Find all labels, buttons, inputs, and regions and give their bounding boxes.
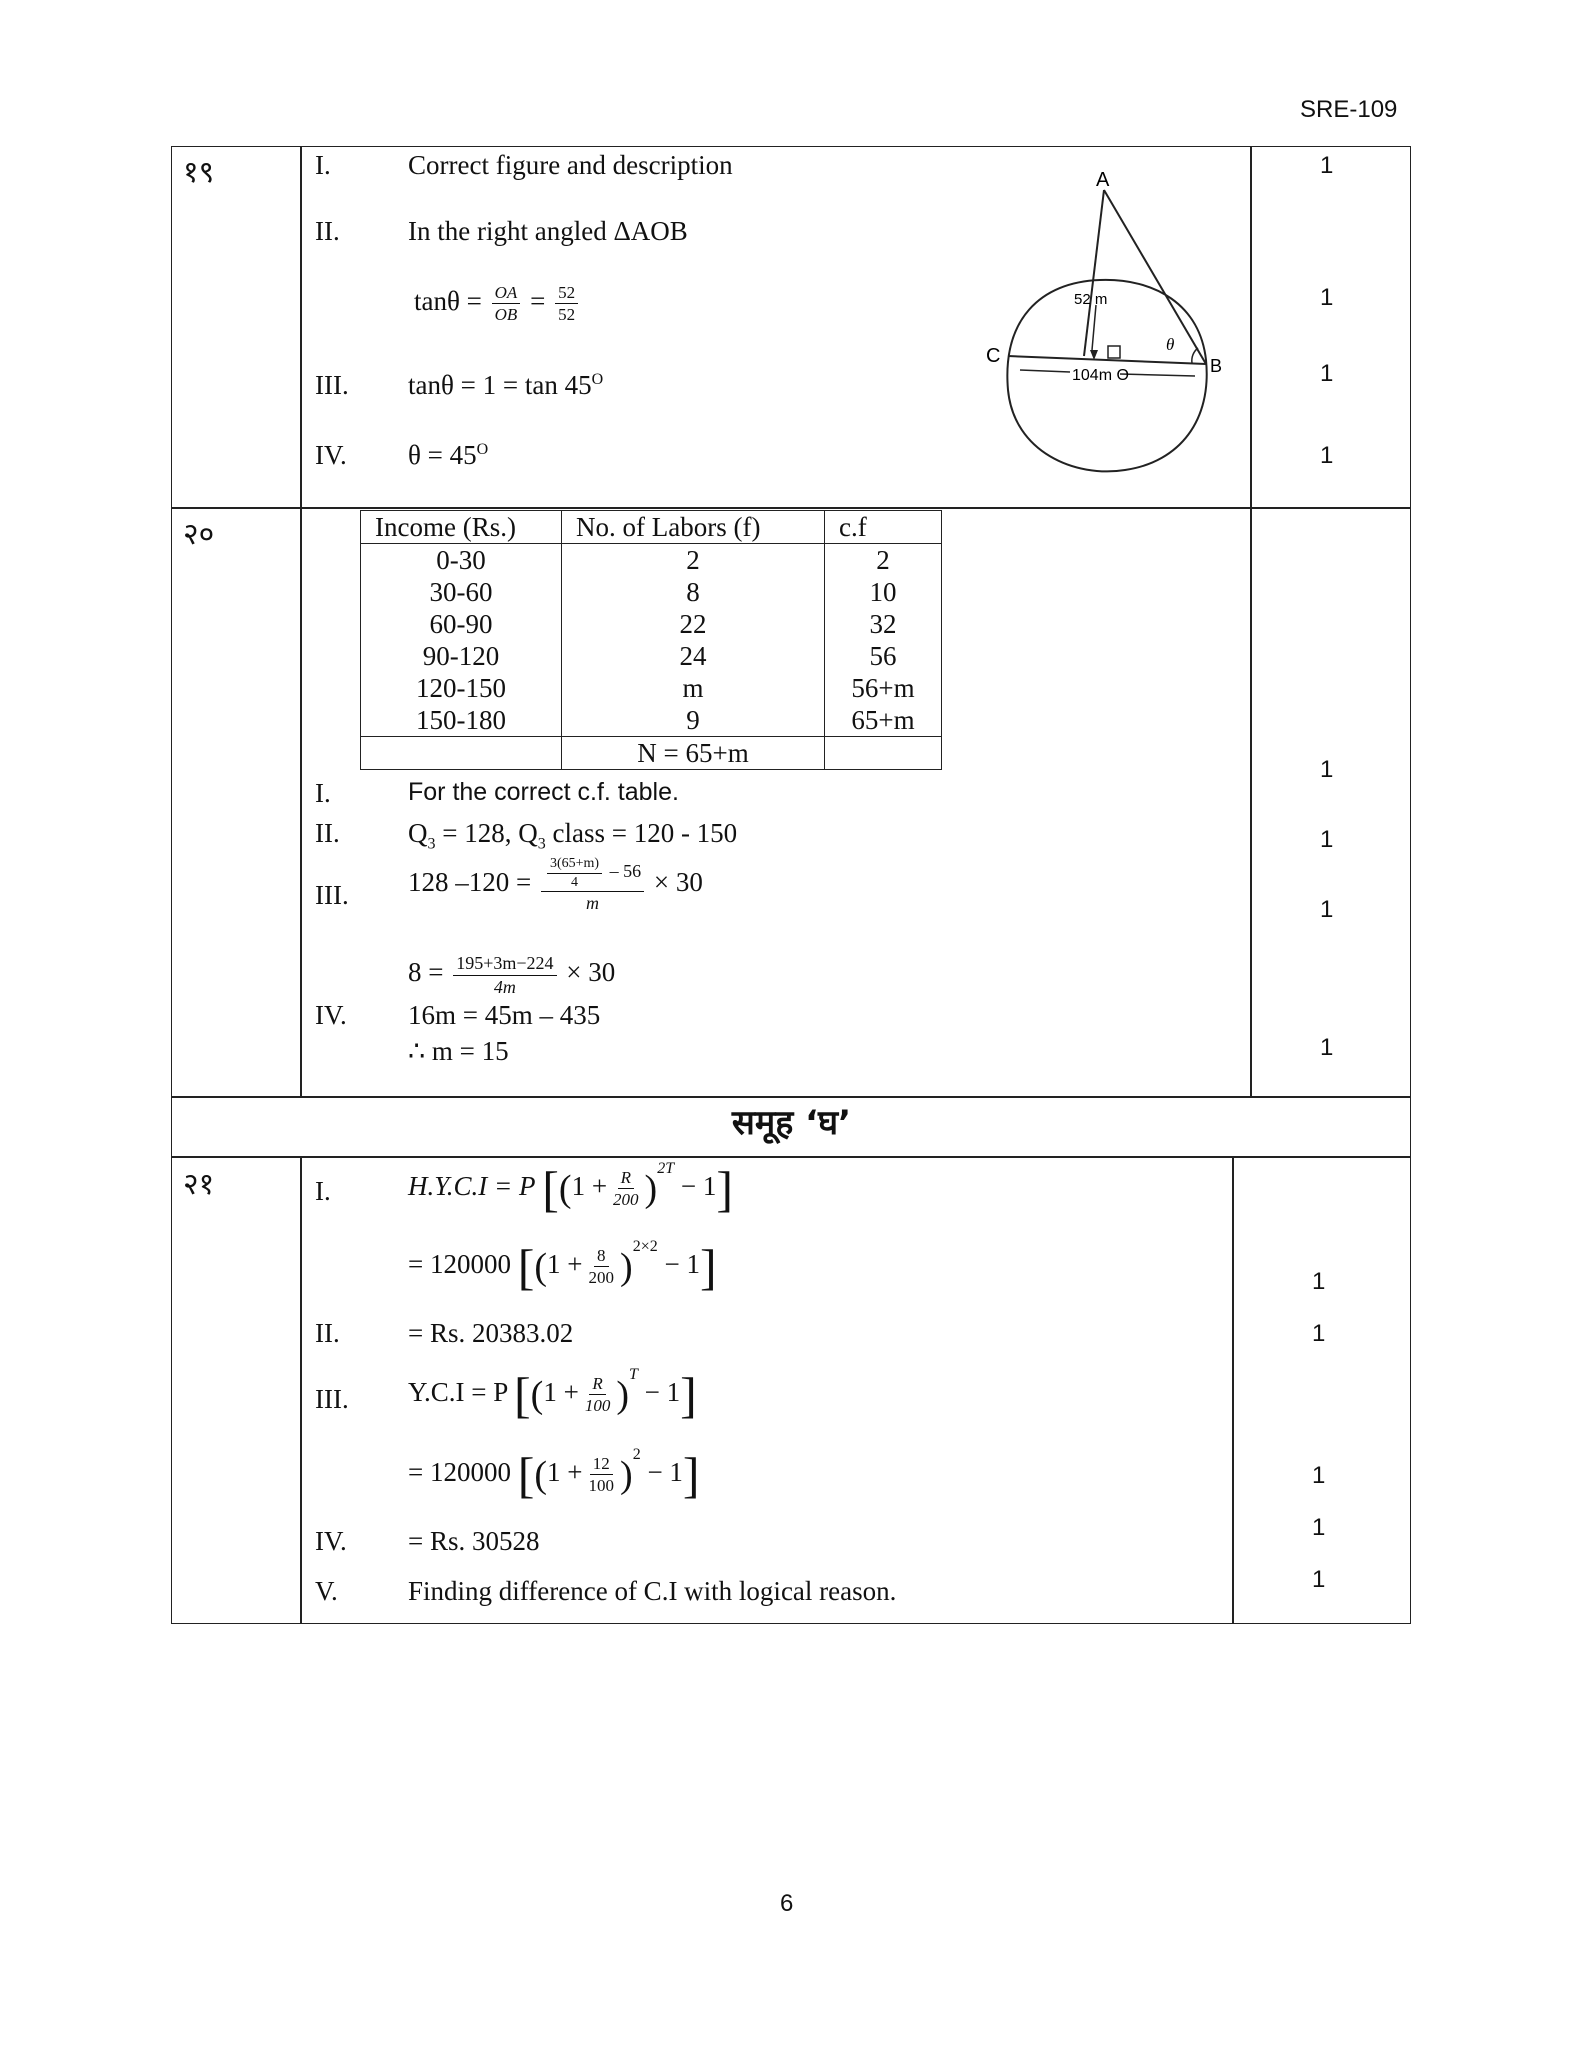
step-label: I.	[315, 1176, 331, 1206]
one-plus: 1 +	[543, 1377, 579, 1407]
subscript: 3	[537, 835, 546, 853]
table-row	[361, 672, 942, 704]
circle-tower-figure	[980, 170, 1230, 490]
denominator: 4m	[493, 976, 516, 997]
table-total-row	[361, 737, 942, 770]
step-equation	[408, 952, 615, 998]
step-label: I.	[315, 150, 331, 180]
minus-term: – 56	[605, 861, 642, 882]
degree: O	[591, 371, 604, 388]
denominator: 100	[584, 1396, 611, 1416]
formula-step	[408, 1238, 717, 1295]
table-total: N = 65+m	[562, 737, 825, 770]
step-text: For the correct c.f. table.	[408, 778, 679, 806]
exponent: 2T	[657, 1160, 675, 1177]
table-header: c.f	[825, 511, 942, 544]
bracket: ]	[716, 1160, 733, 1217]
page-number: 6	[780, 1890, 794, 1917]
table-cell: 60-90	[361, 608, 562, 640]
fraction	[453, 952, 556, 998]
mark: 1	[1320, 826, 1334, 853]
step-label: III.	[315, 880, 349, 910]
table-row	[361, 704, 942, 737]
one-plus: 1 +	[547, 1249, 583, 1279]
label-b: B	[1210, 356, 1223, 376]
mark: 1	[1320, 152, 1334, 179]
mark: 1	[1320, 756, 1334, 783]
formula-hyci	[408, 1160, 733, 1217]
mark: 1	[1312, 1268, 1326, 1295]
paren: (	[534, 1453, 548, 1496]
step-label: IV.	[315, 1000, 347, 1030]
bracket: [	[542, 1160, 559, 1217]
step-text: = Rs. 20383.02	[408, 1318, 574, 1348]
numerator: 195+3m−224	[453, 952, 556, 976]
mark: 1	[1312, 1462, 1326, 1489]
formula-yci	[408, 1366, 697, 1423]
table-cell: 65+m	[825, 704, 942, 737]
bracket: [	[517, 1238, 535, 1295]
step-text	[408, 440, 488, 471]
table-cell: 56+m	[825, 672, 942, 704]
table-header: Income (Rs.)	[361, 511, 562, 544]
equation: θ = 45	[408, 440, 477, 470]
equation: = 128, Q	[435, 818, 538, 848]
exponent: 2	[632, 1446, 641, 1463]
minus-one: − 1	[644, 1377, 681, 1407]
subscript: 3	[427, 835, 436, 853]
multiplier: × 30	[653, 866, 703, 897]
table-row	[361, 576, 942, 608]
table-cell: 30-60	[361, 576, 562, 608]
table-cell: 32	[825, 608, 942, 640]
tan-equation: tanθ = $\frac{OA}{OB}$ = $\frac{52}{52}$	[414, 282, 581, 326]
numerator: 8	[594, 1245, 609, 1267]
step-text: Correct figure and description	[408, 150, 733, 180]
fraction	[586, 1453, 618, 1497]
table-cell: 150-180	[361, 704, 562, 737]
numerator: 52	[555, 282, 578, 304]
step-label: II.	[315, 216, 340, 246]
step-label: IV.	[315, 1526, 347, 1556]
degree: O	[476, 441, 489, 458]
step-text: ∴ m = 15	[408, 1036, 509, 1066]
label-theta: θ	[1166, 335, 1175, 354]
equation: tanθ = 1 = tan 45	[408, 370, 592, 400]
bracket: ]	[699, 1238, 717, 1295]
table-cell: m	[562, 672, 825, 704]
equation: class = 120 - 150	[545, 818, 738, 848]
formula-lhs: H.Y.C.I = P	[408, 1171, 536, 1201]
q-symbol: Q	[408, 818, 428, 848]
fraction	[541, 855, 644, 915]
table-cell: 2	[825, 544, 942, 577]
denominator: 4	[571, 874, 579, 890]
label-o: 104m O	[1072, 367, 1129, 384]
step-label: III.	[315, 370, 349, 400]
bracket: [	[517, 1446, 535, 1503]
inner-fraction	[547, 855, 602, 891]
exponent: T	[628, 1366, 638, 1383]
table-cell: 24	[562, 640, 825, 672]
step-text: Finding difference of C.I with logical reason.	[408, 1576, 897, 1606]
label-c: C	[986, 345, 1001, 367]
mark: 1	[1320, 360, 1334, 387]
mark: 1	[1320, 284, 1334, 311]
fraction	[492, 282, 521, 326]
step-text	[408, 818, 737, 853]
table-cell: 8	[562, 576, 825, 608]
minus-one: − 1	[647, 1457, 683, 1487]
mark: 1	[1312, 1320, 1326, 1347]
denominator: OB	[494, 305, 518, 325]
table-header-row	[361, 511, 942, 544]
label-52m: 52 m	[1074, 291, 1108, 308]
step-text	[408, 370, 603, 401]
paren: )	[644, 1167, 658, 1210]
table-row	[361, 608, 942, 640]
table-cell: 2	[562, 544, 825, 577]
one-plus: 1 +	[547, 1457, 583, 1487]
paren: )	[620, 1245, 633, 1288]
step-label: II.	[315, 1318, 340, 1348]
step-label: I.	[315, 778, 331, 808]
fraction	[586, 1245, 618, 1289]
bracket: [	[514, 1366, 531, 1423]
paren: (	[534, 1245, 548, 1288]
table-cell: 56	[825, 640, 942, 672]
table-row	[361, 544, 942, 577]
minus-one: − 1	[664, 1249, 700, 1279]
step-label: III.	[315, 1384, 349, 1414]
question-number: १९	[183, 155, 215, 190]
numerator	[541, 855, 644, 892]
numerator: OA	[492, 282, 521, 304]
step-text: In the right angled ΔAOB	[408, 216, 688, 246]
table-cell: 0-30	[361, 544, 562, 577]
col-divider	[1232, 1156, 1234, 1624]
denominator: 52	[558, 305, 576, 325]
table-cell: 9	[562, 704, 825, 737]
formula-step	[408, 1446, 700, 1503]
numerator: R	[589, 1373, 605, 1395]
step-label: IV.	[315, 440, 347, 470]
step-label: II.	[315, 818, 340, 848]
fraction	[610, 1167, 642, 1211]
col-divider	[1250, 146, 1252, 1098]
exponent: 2×2	[632, 1238, 658, 1255]
paren: (	[558, 1167, 572, 1210]
page-code: SRE-109	[1300, 96, 1398, 123]
mark: 1	[1320, 896, 1334, 923]
paren: )	[616, 1373, 629, 1416]
one-plus: 1 +	[571, 1171, 608, 1201]
fraction	[582, 1373, 614, 1417]
paren: (	[530, 1373, 544, 1416]
multiplier: × 30	[566, 957, 616, 988]
tan-lhs: tanθ =	[414, 285, 482, 316]
denominator: 200	[588, 1268, 615, 1288]
table-cell: 90-120	[361, 640, 562, 672]
equation-lhs: 8 =	[408, 957, 444, 988]
formula-lhs: Y.C.I = P	[408, 1377, 508, 1407]
numerator: 12	[590, 1453, 613, 1475]
question-number: २१	[183, 1167, 215, 1202]
cumulative-frequency-table	[360, 510, 942, 770]
denominator: 200	[613, 1190, 639, 1210]
table-cell: 22	[562, 608, 825, 640]
formula-lhs: = 120000	[408, 1249, 511, 1279]
numerator: 3(65+m)	[547, 855, 602, 874]
fraction	[555, 282, 578, 326]
mark: 1	[1312, 1566, 1326, 1593]
group-title: समूह ‘घ’	[731, 1103, 852, 1143]
denominator: 100	[588, 1476, 615, 1496]
question-number: २०	[183, 517, 215, 552]
paren: )	[620, 1453, 633, 1496]
step-label: V.	[315, 1576, 338, 1606]
q21-table	[171, 1156, 1411, 1624]
table-cell: 120-150	[361, 672, 562, 704]
mark: 1	[1320, 1034, 1334, 1061]
step-text: 16m = 45m – 435	[408, 1000, 601, 1030]
quartile-equation	[408, 855, 703, 915]
table-row	[361, 640, 942, 672]
bracket: ]	[680, 1366, 697, 1423]
denominator: m	[586, 893, 600, 913]
minus-one: − 1	[680, 1171, 717, 1201]
table-cell: 10	[825, 576, 942, 608]
mark: 1	[1320, 442, 1334, 469]
bracket: ]	[682, 1446, 700, 1503]
mark: 1	[1312, 1514, 1326, 1541]
col-divider	[300, 146, 302, 1098]
label-a: A	[1096, 170, 1110, 191]
col-divider	[300, 1156, 302, 1624]
step-text: = Rs. 30528	[408, 1526, 540, 1556]
table-header: No. of Labors (f)	[562, 511, 825, 544]
equation-lhs: 128 –120 =	[408, 866, 532, 897]
numerator: R	[618, 1167, 634, 1189]
row-divider	[171, 507, 1411, 509]
formula-lhs: = 120000	[408, 1457, 511, 1487]
